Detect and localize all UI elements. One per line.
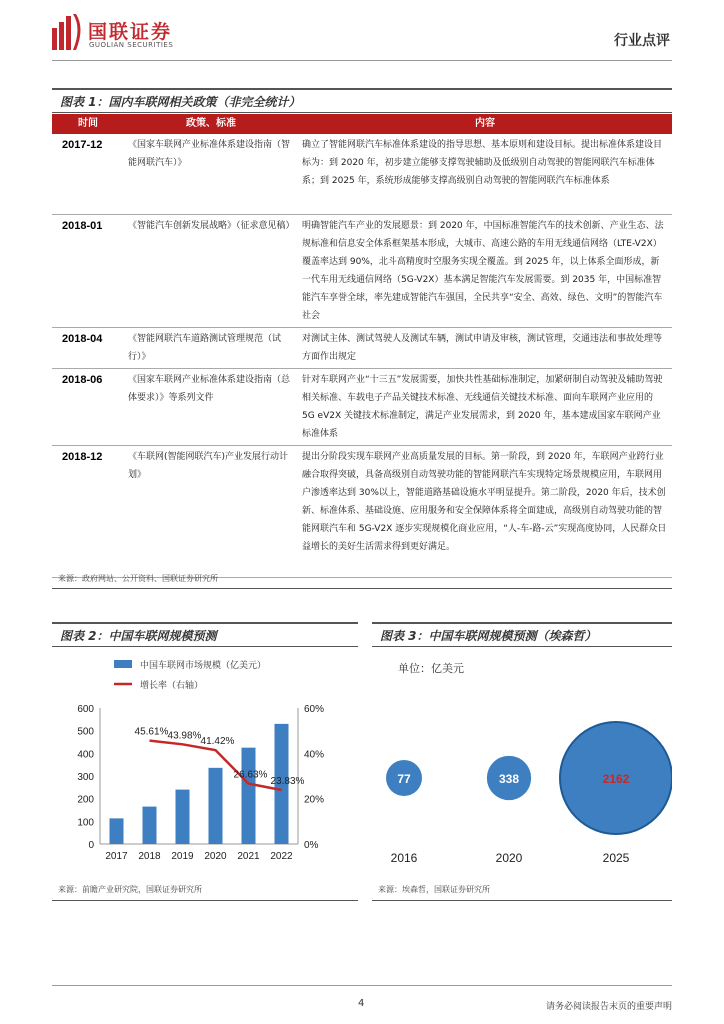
year-label: 2020 — [495, 851, 523, 865]
right-tick-label: 20% — [304, 794, 325, 806]
header-divider — [52, 60, 672, 61]
fig3-top-rule — [372, 622, 672, 624]
fig2-source: 来源：前瞻产业研究院，国联证券研究所 — [58, 885, 202, 894]
left-tick-label: 100 — [77, 817, 94, 829]
table1-title: 图表 1：国内车联网相关政策（非完全统计） — [60, 95, 301, 109]
bar — [242, 748, 256, 844]
year-label: 2025 — [602, 851, 630, 865]
policy-table-header — [52, 114, 672, 134]
x-tick-label: 2018 — [138, 851, 161, 862]
growth-rate-label: 26.63% — [233, 769, 268, 781]
fig2-top-rule — [52, 622, 358, 624]
right-tick-label: 40% — [304, 749, 325, 761]
row-policy: 《车联网(智能网联汽车)产业发展行动计划》 — [124, 445, 298, 577]
fig3-unit: 单位：亿美元 — [398, 662, 464, 675]
row-policy: 《智能网联汽车道路测试管理规范（试行）》 — [124, 327, 298, 368]
bar — [176, 790, 190, 844]
row-time: 2018-06 — [52, 368, 124, 445]
fig3-title-rule — [372, 646, 672, 647]
bubble-value-label: 338 — [498, 772, 520, 786]
growth-rate-label: 23.83% — [270, 775, 305, 787]
row-content: 确立了智能网联汽车标准体系建设的指导思想、基本原则和建设目标。提出标准体系建设目标为：到 2020 年，初步建立能够支撑驾驶辅助及低级别自动驾驶的智能网联汽车标准体系；到 2025 年，系统形成能够支撑高级别自动驾驶的智能网联汽车标准体系 — [298, 134, 672, 214]
table-row — [52, 134, 672, 214]
footer-divider — [52, 985, 672, 986]
accenture-bubble-chart — [372, 680, 672, 870]
row-time: 2018-01 — [52, 214, 124, 327]
x-tick-label: 2021 — [237, 851, 260, 862]
row-content: 提出分阶段实现车联网产业高质量发展的目标。第一阶段，到 2020 年，车联网产业跨行业融合取得突破，具备高级别自动驾驶功能的智能网联汽车实现特定场景规模应用，车联网用户渗透率达到 30%以上，智能道路基础设施水平明显提升。第二阶段，2020 年后，技术创新、标准体系、基础设施、应用服务和安全保障体系将全面建成，高级别自动驾驶功能的智能网联汽车和 5G-V2X 逐步实现规模化商业应用，“人-车-路-云”实现高度协同，人民群众日益增长的美好生活需求得到更好满足。 — [298, 445, 672, 577]
bubble-value-label: 77 — [397, 772, 411, 786]
year-label: 2016 — [390, 851, 418, 865]
growth-rate-label: 41.42% — [200, 736, 235, 748]
growth-rate-label: 45.61% — [134, 726, 169, 738]
fig2-title-rule — [52, 646, 358, 647]
disclaimer-note: 请务必阅读报告末页的重要声明 — [545, 1002, 672, 1012]
fig3-source: 来源：埃森哲，国联证券研究所 — [378, 885, 490, 894]
table1-top-rule — [52, 88, 672, 90]
table1-bottom-rule — [52, 588, 672, 589]
right-tick-label: 0% — [304, 840, 319, 851]
table-row — [52, 214, 672, 327]
row-content: 对测试主体、测试驾驶人及测试车辆，测试申请及审核，测试管理，交通违法和事故处理等方面作出规定 — [298, 327, 672, 368]
row-policy: 《国家车联网产业标准体系建设指南（智能网联汽车）》 — [124, 134, 298, 214]
table1-source: 来源：政府网站、公开资料、国联证券研究所 — [58, 574, 218, 583]
fig3-title: 图表 3：中国车联网规模预测（埃森哲） — [380, 629, 597, 643]
fig3-bottom-rule — [372, 900, 672, 901]
x-tick-label: 2022 — [270, 851, 293, 862]
row-content: 明确智能汽车产业的发展愿景：到 2020 年，中国标准智能汽车的技术创新、产业生态、法规标准和信息安全体系框架基本形成，大城市、高速公路的车用无线通信网络（LTE-V2X）覆盖率达到 90%，北斗高精度时空服务实现全覆盖。到 2025 年，以上体系全面形成，新一代车用无线通信网络（5G-V2X）基本满足智能汽车发展需要。到 2035 年，中国标准智能汽车享誉全球，率先建成智能汽车强国，全民共享“安全、高效、绿色、文明”的智能汽车社会 — [298, 214, 672, 327]
logo-text-cn: 国联证券 — [88, 21, 173, 43]
page-number: 4 — [358, 998, 365, 1009]
report-type: 行业点评 — [614, 33, 670, 49]
col-header-content: 内容 — [298, 114, 672, 134]
right-tick-label: 60% — [304, 704, 325, 715]
table1-title-rule — [52, 112, 672, 113]
left-tick-label: 400 — [77, 749, 94, 761]
bar — [110, 818, 124, 844]
left-tick-label: 300 — [77, 772, 94, 783]
left-tick-label: 0 — [88, 840, 94, 851]
table-row — [52, 368, 672, 445]
fig2-title: 图表 2：中国车联网规模预测 — [60, 629, 217, 643]
row-policy: 《智能汽车创新发展战略》（征求意见稿） — [124, 214, 298, 327]
left-tick-label: 200 — [77, 794, 94, 806]
x-tick-label: 2017 — [105, 851, 128, 862]
row-time: 2017-12 — [52, 134, 124, 214]
row-time: 2018-04 — [52, 327, 124, 368]
left-tick-label: 600 — [77, 704, 94, 715]
guolian-logo-icon — [52, 14, 82, 50]
market-size-chart — [52, 650, 358, 870]
table-row — [52, 327, 672, 368]
row-policy: 《国家车联网产业标准体系建设指南（总体要求）》等系列文件 — [124, 368, 298, 445]
fig2-bottom-rule — [52, 900, 358, 901]
bubble-value-label: 2162 — [602, 772, 630, 786]
bar — [143, 807, 157, 844]
col-header-policy: 政策、标准 — [124, 114, 298, 134]
left-tick-label: 500 — [77, 726, 94, 738]
x-tick-label: 2020 — [204, 851, 227, 862]
bar — [209, 768, 223, 844]
table-row — [52, 445, 672, 577]
legend-label-line: 增长率（右轴） — [140, 680, 204, 690]
row-time: 2018-12 — [52, 445, 124, 577]
policy-table — [52, 114, 672, 578]
row-content: 针对车联网产业“十三五”发展需要，加快共性基础标准制定，加紧研制自动驾驶及辅助驾驶相关标准、车载电子产品关键技术标准、无线通信关键技术标准、面向车联网产业应用的 5G eV2X 关键技术标准制定，满足产业发展需求，到 2020 年，基本建成国家车联网产业标准体系 — [298, 368, 672, 445]
legend-swatch-bar — [114, 660, 132, 668]
col-header-time: 时间 — [52, 114, 124, 134]
x-tick-label: 2019 — [171, 851, 194, 862]
legend-label-bar: 中国车联网市场规模（亿美元） — [140, 660, 267, 670]
logo-text-en: GUOLIAN SECURITIES — [89, 41, 174, 49]
growth-rate-label: 43.98% — [167, 730, 202, 742]
